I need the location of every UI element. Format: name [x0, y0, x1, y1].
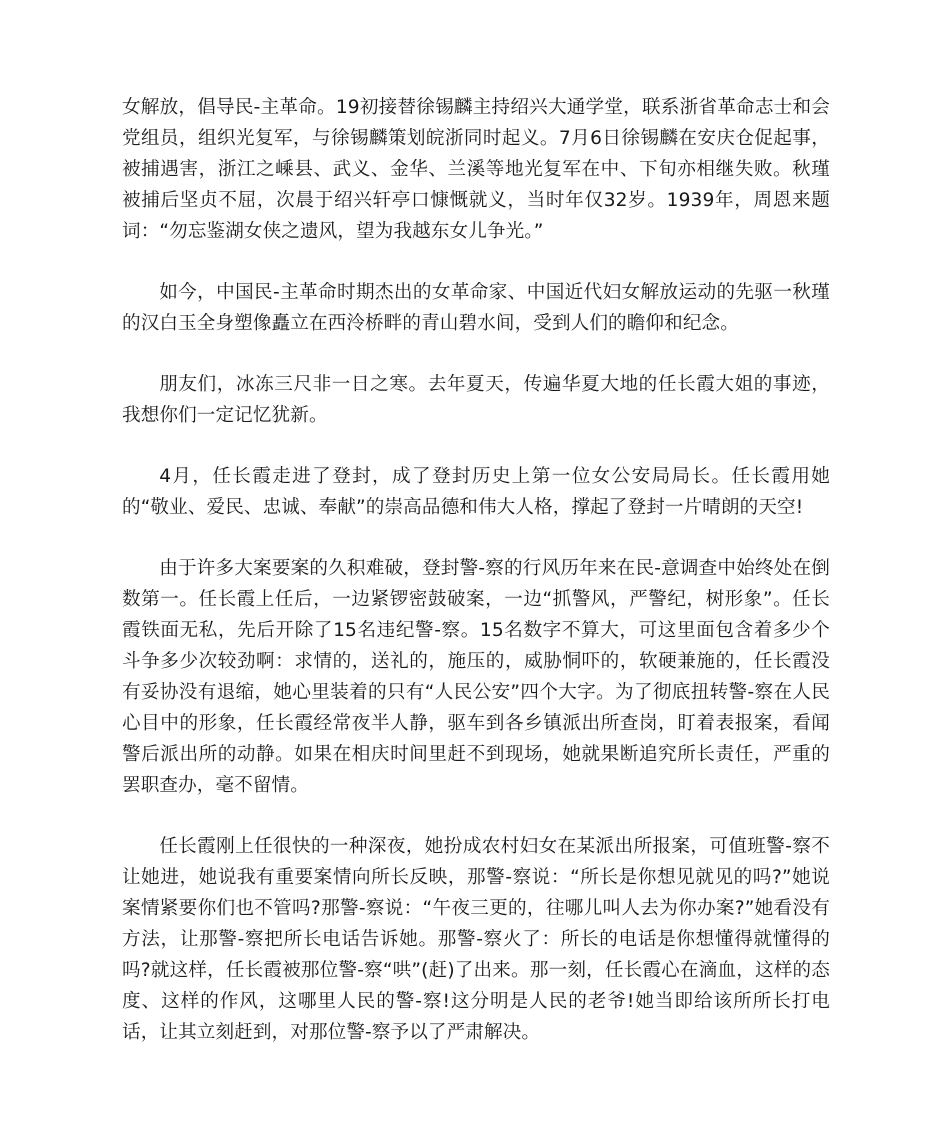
paragraph-april: 4月，任长霞走进了登封，成了登封历史上第一位女公安局局长。任长霞用她的“敬业、爱民、忠诚、奉献”的崇高品德和伟大人格，撑起了登封一片晴朗的天空! [122, 466, 830, 518]
paragraph-friends: 朋友们，冰冻三尺非一日之寒。去年夏天，传遍华夏大地的任长霞大姐的事迹，我想你们一定记忆犹新。 [122, 374, 830, 426]
paragraph-late-night: 任长霞刚上任很快的一种深夜，她扮成农村妇女在某派出所报案，可值班警-察不让她进，她说我有重要案情向所长反映，那警-察说：“所长是你想见就见的吗?”她说案情紧要你们也不管吗?那警-察说：“午夜三更的，往哪儿叫人去为你办案?”她看没有方法，让那警-察把所长电话告诉她。那警-察火了：所长的电话是你想懂得就懂得的吗?就这样，任长霞被那位警-察“哄”(赶)了出来。那一刻，任长霞心在滴血，这样的态度、这样的作风，这哪里人民的警-察!这分明是人民的老爷!她当即给该所所长打电话，让其立刻赶到，对那位警-察予以了严肃解决。 [122, 836, 830, 1043]
paragraph-police-reform: 由于许多大案要案的久积难破，登封警-察的行风历年来在民-意调查中始终处在倒数第一。任长霞上任后，一边紧锣密鼓破案，一边“抓警风，严警纪，树形象”。任长霞铁面无私，先后开除了15名违纪警-察。15名数字不算大，可这里面包含着多少个斗争多少次较劲啊：求情的，送礼的，施压的，威胁恫吓的，软硬兼施的，任长霞没有妥协没有退缩，她心里装着的只有“人民公安”四个大字。为了彻底扭转警-察在人民心目中的形象，任长霞经常夜半人静，驱车到各乡镇派出所查岗，盯着表报案，看闻警后派出所的动静。如果在相庆时间里赶不到现场，她就果断追究所长责任，严重的罢职查办，毫不留情。 [122, 558, 830, 796]
paragraph-qiujin-statue: 如今，中国民-主革命时期杰出的女革命家、中国近代妇女解放运动的先驱一秋瑾的汉白玉全身塑像矗立在西泠桥畔的青山碧水间，受到人们的瞻仰和纪念。 [122, 282, 830, 334]
paragraph-continuation: 女解放，倡导民-主革命。19初接替徐锡麟主持绍兴大通学堂，联系浙省革命志士和会党组员，组织光复军，与徐锡麟策划皖浙同时起义。7月6日徐锡麟在安庆仓促起事，被捕遇害，浙江之嵊县、武义、金华、兰溪等地光复军在中、下旬亦相继失败。秋瑾被捕后坚贞不屈，次晨于绍兴轩亭口慷慨就义，当时年仅32岁。1939年，周恩来题词：“勿忘鉴湖女侠之遗风，望为我越东女儿争光。” [122, 97, 830, 242]
